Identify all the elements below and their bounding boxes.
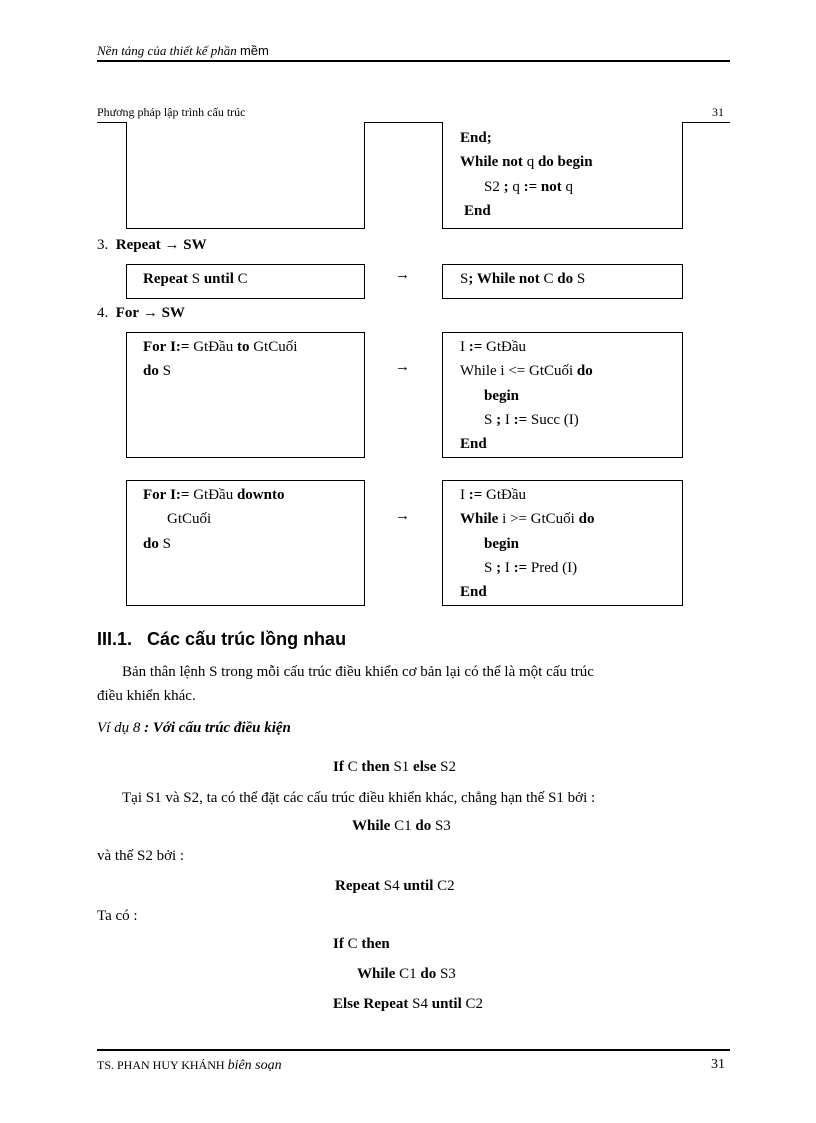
item3-arrow: → [395,267,410,283]
top-left-box [126,122,365,229]
para2: Tại S1 và S2, ta có thể đặt các cấu trúc điều khiển khác, chẳng hạn thế S1 bởi : [122,790,596,806]
book-title: Nền tảng của thiết kế phần mềm [97,43,269,58]
item5-left-line2: GtCuối [167,511,212,527]
item5-left-line3: do S [143,536,171,552]
item3-right-code: S; While not C do S [460,271,586,287]
while-line: While C1 do S3 [352,818,451,834]
footer-rule [97,1049,730,1051]
code-end-semicolon: End; [460,130,492,146]
code-end: End [464,203,491,219]
chapter-title: Phương pháp lập trình cấu trúc [97,105,246,119]
item4-arrow: → [395,359,410,375]
example-heading: Ví dụ 8 : Với cấu trúc điều kiện [97,720,291,736]
footer-author: TS. PHAN HUY KHÁNH biên soạn [97,1058,282,1073]
item4-right-line4: S ; I := Succ (I) [484,412,579,428]
repeat-line: Repeat S4 until C2 [335,878,455,894]
para3: và thế S2 bởi : [97,848,185,864]
item5-right-end: End [460,584,487,600]
para1-line1: Bản thân lệnh S trong mỗi cấu trúc điều khiển cơ bản lại có thể là một cấu trúc [122,664,594,680]
nested-else-line: Else Repeat S4 until C2 [333,996,484,1012]
item4-right-line1: I := GtĐầu [460,339,527,355]
item5-arrow: → [395,508,410,524]
item5-right-line2: While i >= GtCuối do [460,511,595,527]
page-number-top: 31 [712,105,724,119]
item4-left-line2: do S [143,363,171,379]
nested-if-line: If C then [333,936,390,952]
if-then-else-line: If C then S1 else S2 [333,759,456,775]
item5-right-line4: S ; I := Pred (I) [484,560,578,576]
item3-heading: 3. Repeat → SW [97,237,207,253]
section-heading: III.1. Các cấu trúc lồng nhau [97,629,347,649]
para1-line2: điều khiển khác. [97,688,196,704]
header-rule [97,60,730,62]
item4-right-end: End [460,436,487,452]
code-while-not: While not q do begin [460,154,593,170]
para4: Ta có : [97,908,138,924]
item3-left-code: Repeat S until C [143,271,248,287]
item4-left-line1: For I:= GtĐầu to GtCuối [143,339,298,355]
item4-right-line2: While i <= GtCuối do [460,363,593,379]
code-s2-assign: S2 ; q := not q [484,179,573,195]
page-number-bottom: 31 [711,1057,725,1072]
item5-left-line1: For I:= GtĐầu downto [143,487,285,503]
item4-right-begin: begin [484,388,520,404]
nested-while-line: While C1 do S3 [357,966,456,982]
item5-right-begin: begin [484,536,520,552]
item4-heading: 4. For → SW [97,305,185,321]
item5-right-line1: I := GtĐầu [460,487,527,503]
